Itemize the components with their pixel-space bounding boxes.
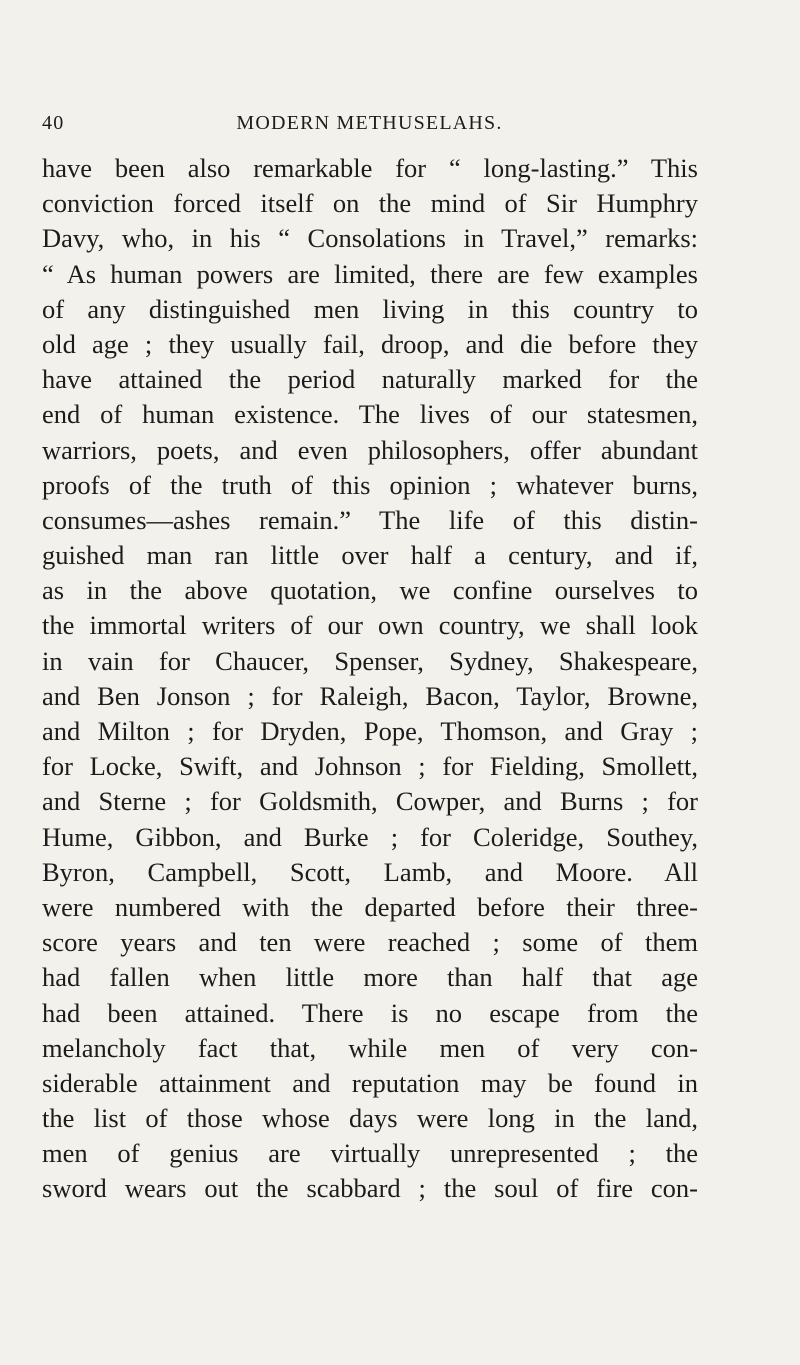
text-line: in vain for Chaucer, Spenser, Sydney, Shakespeare, <box>42 645 698 676</box>
text-line: as in the above quotation, we confine ourselves to <box>42 575 698 606</box>
text-line: old age ; they usually fail, droop, and die before they <box>42 328 698 359</box>
text-line: consumes—ashes remain.” The life of this distin- <box>42 504 698 535</box>
text-line: melancholy fact that, while men of very con- <box>42 1032 698 1063</box>
text-line: “ As human powers are limited, there are few examples <box>42 258 698 289</box>
body-text <box>42 151 698 1207</box>
text-line: and Sterne ; for Goldsmith, Cowper, and Burns ; for <box>42 786 698 817</box>
text-line: have attained the period naturally marked for the <box>42 364 698 395</box>
text-line: conviction forced itself on the mind of Sir Humphry <box>42 188 698 219</box>
text-line: siderable attainment and reputation may be found in <box>42 1067 698 1098</box>
text-line: and Milton ; for Dryden, Pope, Thomson, and Gray ; <box>42 716 698 746</box>
text-line: of any distinguished men living in this country to <box>42 293 698 324</box>
text-line: warriors, poets, and even philosophers, offer abundant <box>42 434 698 465</box>
text-line: Byron, Campbell, Scott, Lamb, and Moore. All <box>42 856 698 887</box>
text-line: had fallen when little more than half that age <box>42 962 698 993</box>
text-line: had been attained. There is no escape from the <box>42 997 698 1028</box>
text-line: the list of those whose days were long in the land, <box>42 1103 698 1134</box>
text-line: were numbered with the departed before their three- <box>42 891 698 922</box>
text-line: for Locke, Swift, and Johnson ; for Fielding, Smollett, <box>42 751 698 782</box>
text-line: the immortal writers of our own country, we shall look <box>42 610 698 641</box>
text-line: sword wears out the scabbard ; the soul of fire con- <box>42 1173 698 1204</box>
text-line: guished man ran little over half a century, and if, <box>42 540 698 571</box>
text-line: end of human existence. The lives of our statesmen, <box>42 399 698 430</box>
text-line: Davy, who, in his “ Consolations in Travel,” remarks: <box>42 223 698 254</box>
text-line: men of genius are virtually unrepresented ; the <box>42 1138 698 1169</box>
running-title: MODERN METHUSELAHS. <box>236 112 503 134</box>
text-line: have been also remarkable for “ long-lasting.” This <box>42 153 698 183</box>
running-head <box>42 112 697 136</box>
text-line: and Ben Jonson ; for Raleigh, Bacon, Taylor, Browne, <box>42 680 698 711</box>
text-line: proofs of the truth of this opinion ; whatever burns, <box>42 469 698 500</box>
page-number: 40 <box>42 112 65 134</box>
text-line: score years and ten were reached ; some of them <box>42 927 698 958</box>
text-line: Hume, Gibbon, and Burke ; for Coleridge, Southey, <box>42 821 698 852</box>
